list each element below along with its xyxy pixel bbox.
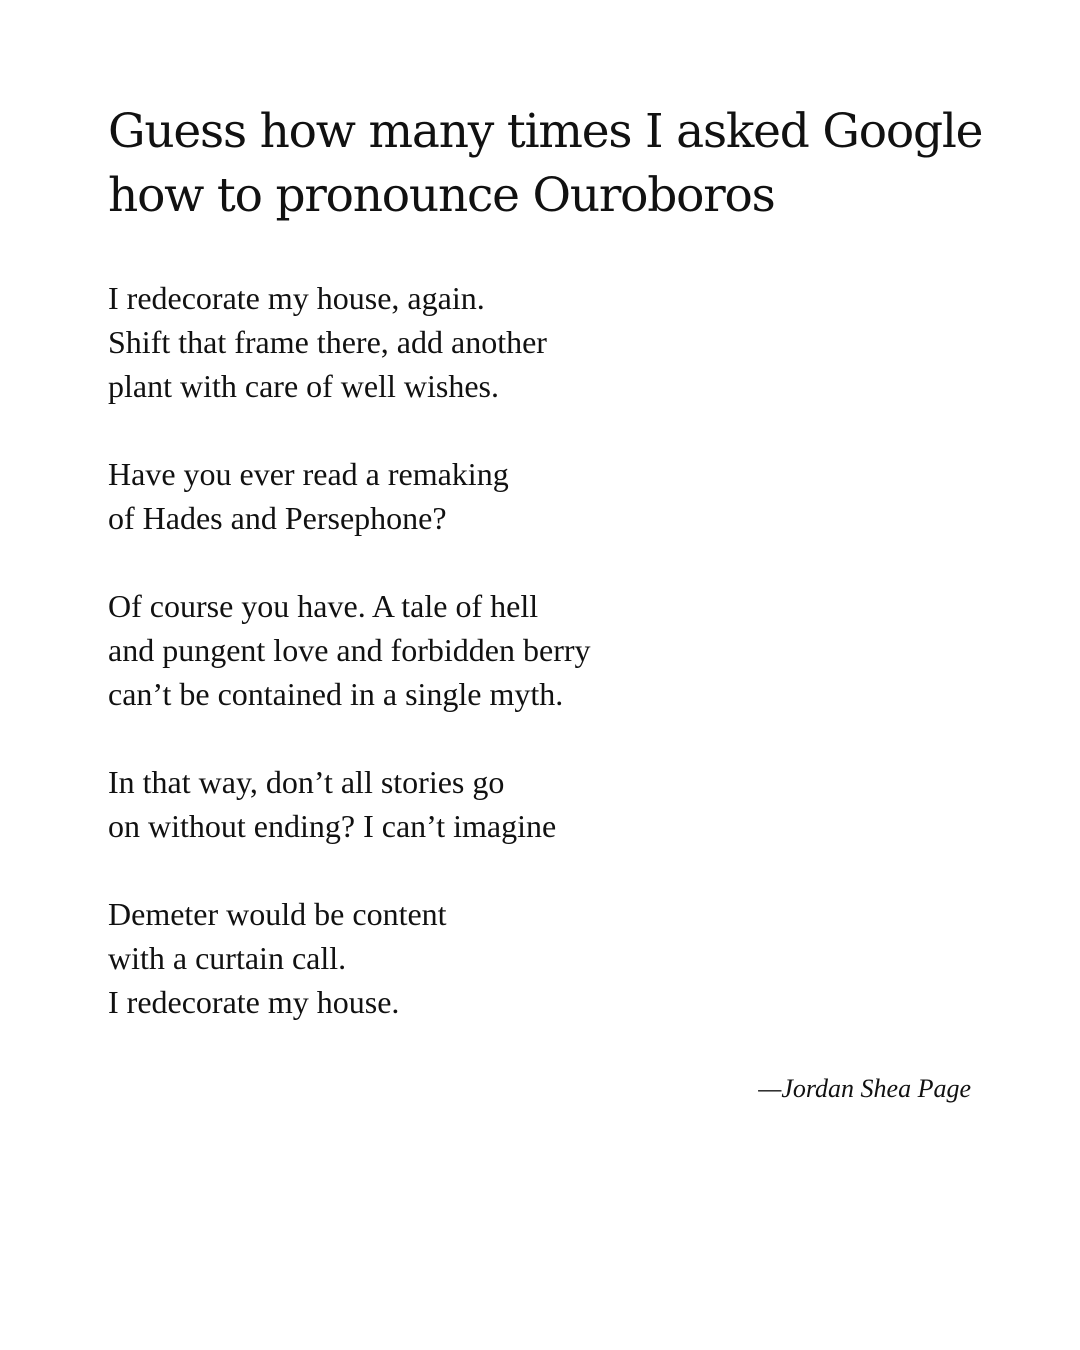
verse-line: can’t be contained in a single myth. xyxy=(108,676,564,712)
verse-line: Of course you have. A tale of hell xyxy=(108,588,539,624)
verse-line: I redecorate my house, again. xyxy=(108,280,485,316)
verse-line: and pungent love and forbidden berry xyxy=(108,632,591,668)
verse-line: of Hades and Persephone? xyxy=(108,500,447,536)
stanza-2 xyxy=(108,452,968,540)
verse-line: Demeter would be content xyxy=(108,896,447,932)
stanza-1 xyxy=(108,276,968,408)
verse-line: with a curtain call. xyxy=(108,940,347,976)
verse-line: plant with care of well wishes. xyxy=(108,368,499,404)
poem-title xyxy=(108,100,1008,228)
verse-line: on without ending? I can’t imagine xyxy=(108,808,557,844)
stanza-5 xyxy=(108,892,968,1024)
poem-body xyxy=(108,276,968,1024)
author-attribution: —Jordan Shea Page xyxy=(758,1074,971,1103)
verse-line: Shift that frame there, add another xyxy=(108,324,547,360)
title-line-2: how to pronounce Ouroboros xyxy=(108,168,775,223)
verse-line: I redecorate my house. xyxy=(108,984,400,1020)
verse-line: In that way, don’t all stories go xyxy=(108,764,505,800)
title-line-1: Guess how many times I asked Google xyxy=(108,104,983,159)
stanza-4 xyxy=(108,760,968,848)
stanza-3 xyxy=(108,584,968,716)
verse-line: Have you ever read a remaking xyxy=(108,456,509,492)
